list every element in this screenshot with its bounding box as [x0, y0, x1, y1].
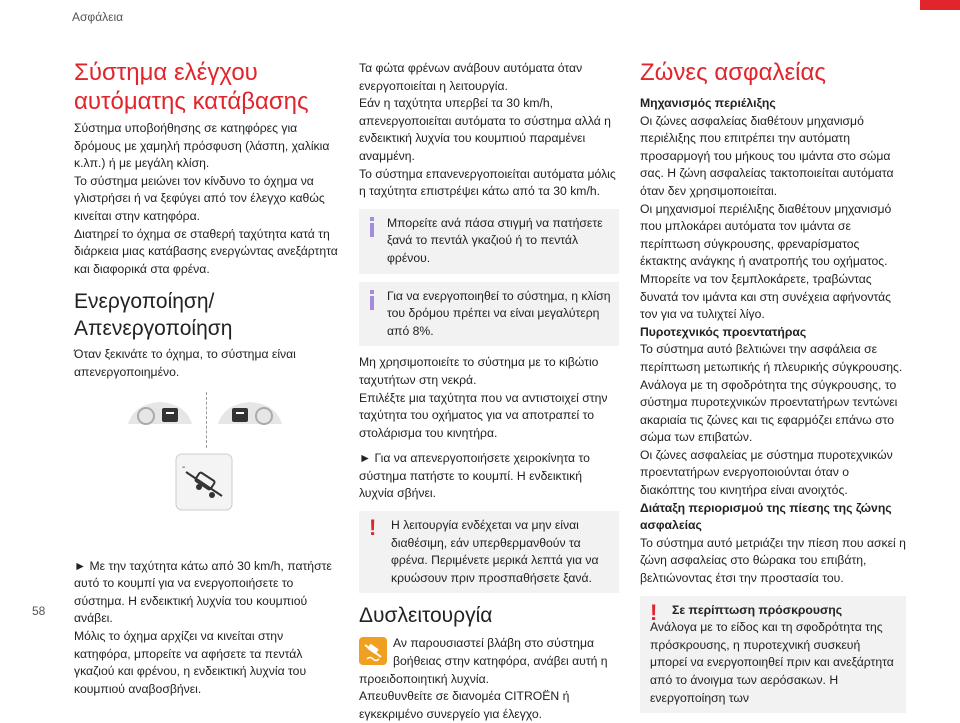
- section-label: Ασφάλεια: [72, 10, 124, 24]
- body-paragraph: Εάν η ταχύτητα υπερβεί τα 30 km/h, απενεργοποιείται αυτόματα το σύστημα αλλά η ενδεικτική λυχνία του κουμπιού παραμένει αναμμένη.: [359, 96, 611, 163]
- warning-icon: !: [369, 515, 377, 541]
- body-paragraph: Το σύστημα επανενεργοποιείται αυτόματα μόλις η ταχύτητα επιστρέψει κάτω από τα 30 km/h.: [359, 166, 616, 199]
- body-paragraph: Τα φώτα φρένων ανάβουν αυτόματα όταν ενεργοποιείται η λειτουργία.: [359, 61, 583, 93]
- malfunction-text: Αν παρουσιαστεί βλάβη στο σύστημα βοήθειας στην κατηφόρα, ανάβει αυτή η προειδοποιητική λυχνία.: [359, 636, 608, 686]
- body-paragraph: Οι ζώνες ασφαλείας με σύστημα πυροτεχνικών προεντατήρων ενεργοποιούνται όταν ο διακόπτης του κινητήρα είναι ανοιχτός.: [640, 447, 893, 498]
- column-middle: [359, 60, 619, 723]
- body-paragraph: Οι ζώνες ασφαλείας διαθέτουν μηχανισμό περιέλιξης που επιτρέπει την αυτόματη προσαρμογή του μήκους του ιμάντα στο σώμα σας. Η ζώνη ασφαλείας τακτοποιείται αυτόματα όταν δεν χρησιμοποιείται.: [640, 113, 894, 198]
- info-box-slope: [359, 282, 619, 347]
- malfunction-contact-text: Απευθυνθείτε σε διανομέα CITROËN ή εγκεκριμένο συνεργείο για έλεγχο.: [359, 689, 570, 721]
- force-limiter-heading: Διάταξη περιορισμού της πίεσης της ζώνης ασφαλείας: [640, 500, 892, 533]
- column-left: [74, 58, 340, 698]
- intro-paragraph: Σύστημα υποβοήθησης σε κατηφόρες για δρόμους με χαμηλή πρόσφυση (λάσπη, χαλίκια κ.λπ.) ή με μεγάλη κλίση.: [74, 121, 330, 171]
- warning-icon: !: [650, 599, 658, 625]
- deactivate-text: Για να απενεργοποιήσετε χειροκίνητα το σύστημα πατήστε το κουμπί. Η ενδεικτική λυχνία σβήνει.: [359, 451, 590, 501]
- intro-paragraph: Το σύστημα μειώνει τον κίνδυνο το όχημα να γλιστρήσει ή να ξεφύγει από τον έλεγχο καθώς κινείται στην κατηφόρα.: [74, 173, 325, 223]
- body-paragraph: Ανάλογα με τη σφοδρότητα της σύγκρουσης, το σύστημα πυροτεχνικών προεντατήρων τεντώνει ακαριαία τις ζώνες και τις εφαρμόζει επάνω στο σώμα των επιβατών.: [640, 377, 898, 445]
- hill-descent-warning-lamp-icon: [359, 637, 387, 665]
- warning-title: Σε περίπτωση πρόσκρουσης: [672, 602, 843, 617]
- body-paragraph: Το σύστημα αυτό μετριάζει την πίεση που ασκεί η ζώνη ασφαλείας στο θώρακα του επιβάτη, βελτιώνοντας έτσι την προστασία του.: [640, 535, 906, 586]
- warning-body: Ανάλογα με το είδος και τη σφοδρότητα της πρόσκρουσης, η πυροτεχνική συσκευή μπορεί να ενεργοποιηθεί πριν και ανεξάρτητα από το άνοιγμα των αερόσακων. Η ενεργοποίηση των: [650, 620, 894, 705]
- warning-text: [650, 619, 898, 707]
- arrow-bullet-icon: ►: [74, 558, 87, 573]
- info-text: Για να ενεργοποιηθεί το σύστημα, η κλίση του δρόμου πρέπει να είναι μεγαλύτερη από 8%.: [387, 288, 611, 338]
- activate-text: Με την ταχύτητα κάτω από 30 km/h, πατήστε αυτό το κουμπί για να ενεργοποιήσετε το σύστημα. Η ενδεικτική λυχνία του κουμπιού ανάβει.: [74, 558, 332, 626]
- svg-text:-: -: [182, 461, 186, 473]
- warning-box-collision: [640, 596, 906, 714]
- malfunction-heading: Δυσλειτουργία: [359, 604, 493, 628]
- callout-line: [206, 392, 208, 448]
- intro-paragraph: Διατηρεί το όχημα σε σταθερή ταχύτητα κατά τη διάρκεια μιας κατάβασης ενεργώντας ανεξάρτητα και διαφορικά στα φρένα.: [74, 226, 338, 276]
- body-paragraph: Οι μηχανισμοί περιέλιξης διαθέτουν μηχανισμό που μπλοκάρει αυτόματα τον ιμάντα σε περίπτωση σύγκρουσης, φρεναρίσματος έκτακτης ανάγκης ή ανατροπής του οχήματος. Μπορείτε να τον ξεμπλοκάρετε, τραβώντας δυνατά τον ιμάντα και στη συνέχεια αφήνοντάς τον για να τυλιχτεί λίγο.: [640, 201, 892, 322]
- engine-start-text: Όταν ξεκινάτε το όχημα, το σύστημα είναι απενεργοποιημένο.: [74, 347, 296, 379]
- arrow-bullet-icon: ►: [359, 451, 372, 466]
- body-paragraph: Μη χρησιμοποιείτε το σύστημα με το κιβώτιο ταχυτήτων στη νεκρά.: [359, 355, 599, 387]
- page-header: [0, 0, 960, 36]
- info-box-pedals: [359, 209, 619, 274]
- page-number: 58: [32, 604, 46, 618]
- body-paragraph: Το σύστημα αυτό βελτιώνει την ασφάλεια σε περίπτωση μετωπικής ή πλευρικής σύγκρουσης.: [640, 342, 903, 374]
- info-icon: [368, 217, 376, 237]
- activate-instruction: [74, 558, 340, 628]
- seatbelts-title: Ζώνες ασφαλείας: [640, 59, 826, 86]
- pretensioner-heading: Πυροτεχνικός προεντατήρας: [640, 324, 807, 339]
- descent-text: Μόλις το όχημα αρχίζει να κινείται στην κατηφόρα, μπορείτε να αφήσετε τα πεντάλ γκαζιού και φρένου, η ενδεικτική λυχνία του κουμπιού αναβοσβήνει.: [74, 628, 307, 696]
- button-figure: [74, 392, 340, 552]
- body-paragraph: Επιλέξτε μια ταχύτητα που να αντιστοιχεί στην ταχύτητα του οχήματος για να αποτραπεί το στολάρισμα του κινητήρα.: [359, 390, 608, 440]
- warning-box-brakes: [359, 511, 619, 593]
- activation-heading: Ενεργοποίηση/ Απενεργοποίηση: [74, 290, 233, 341]
- info-icon: [368, 290, 376, 310]
- hill-descent-button-icon: [172, 450, 236, 514]
- section-tab: [920, 0, 960, 10]
- warning-text: Η λειτουργία ενδέχεται να μην είναι διαθέσιμη, εάν υπερθερμανθούν τα φρένα. Περιμένετε μερικά λεπτά για να κρυώσουν πριν προσπαθήσετε ξανά.: [391, 518, 599, 585]
- dashboard-button-left-icon: [124, 394, 196, 434]
- deactivate-instruction: [359, 450, 619, 503]
- retractor-heading: Μηχανισμός περιέλιξης: [640, 96, 776, 110]
- page-title: Σύστημα ελέγχου αυτόματης κατάβασης: [74, 59, 309, 115]
- dashboard-button-right-icon: [214, 394, 286, 434]
- info-text: Μπορείτε ανά πάσα στιγμή να πατήσετε ξανά το πεντάλ γκαζιού ή το πεντάλ φρένου.: [387, 215, 603, 265]
- column-right: [640, 58, 906, 721]
